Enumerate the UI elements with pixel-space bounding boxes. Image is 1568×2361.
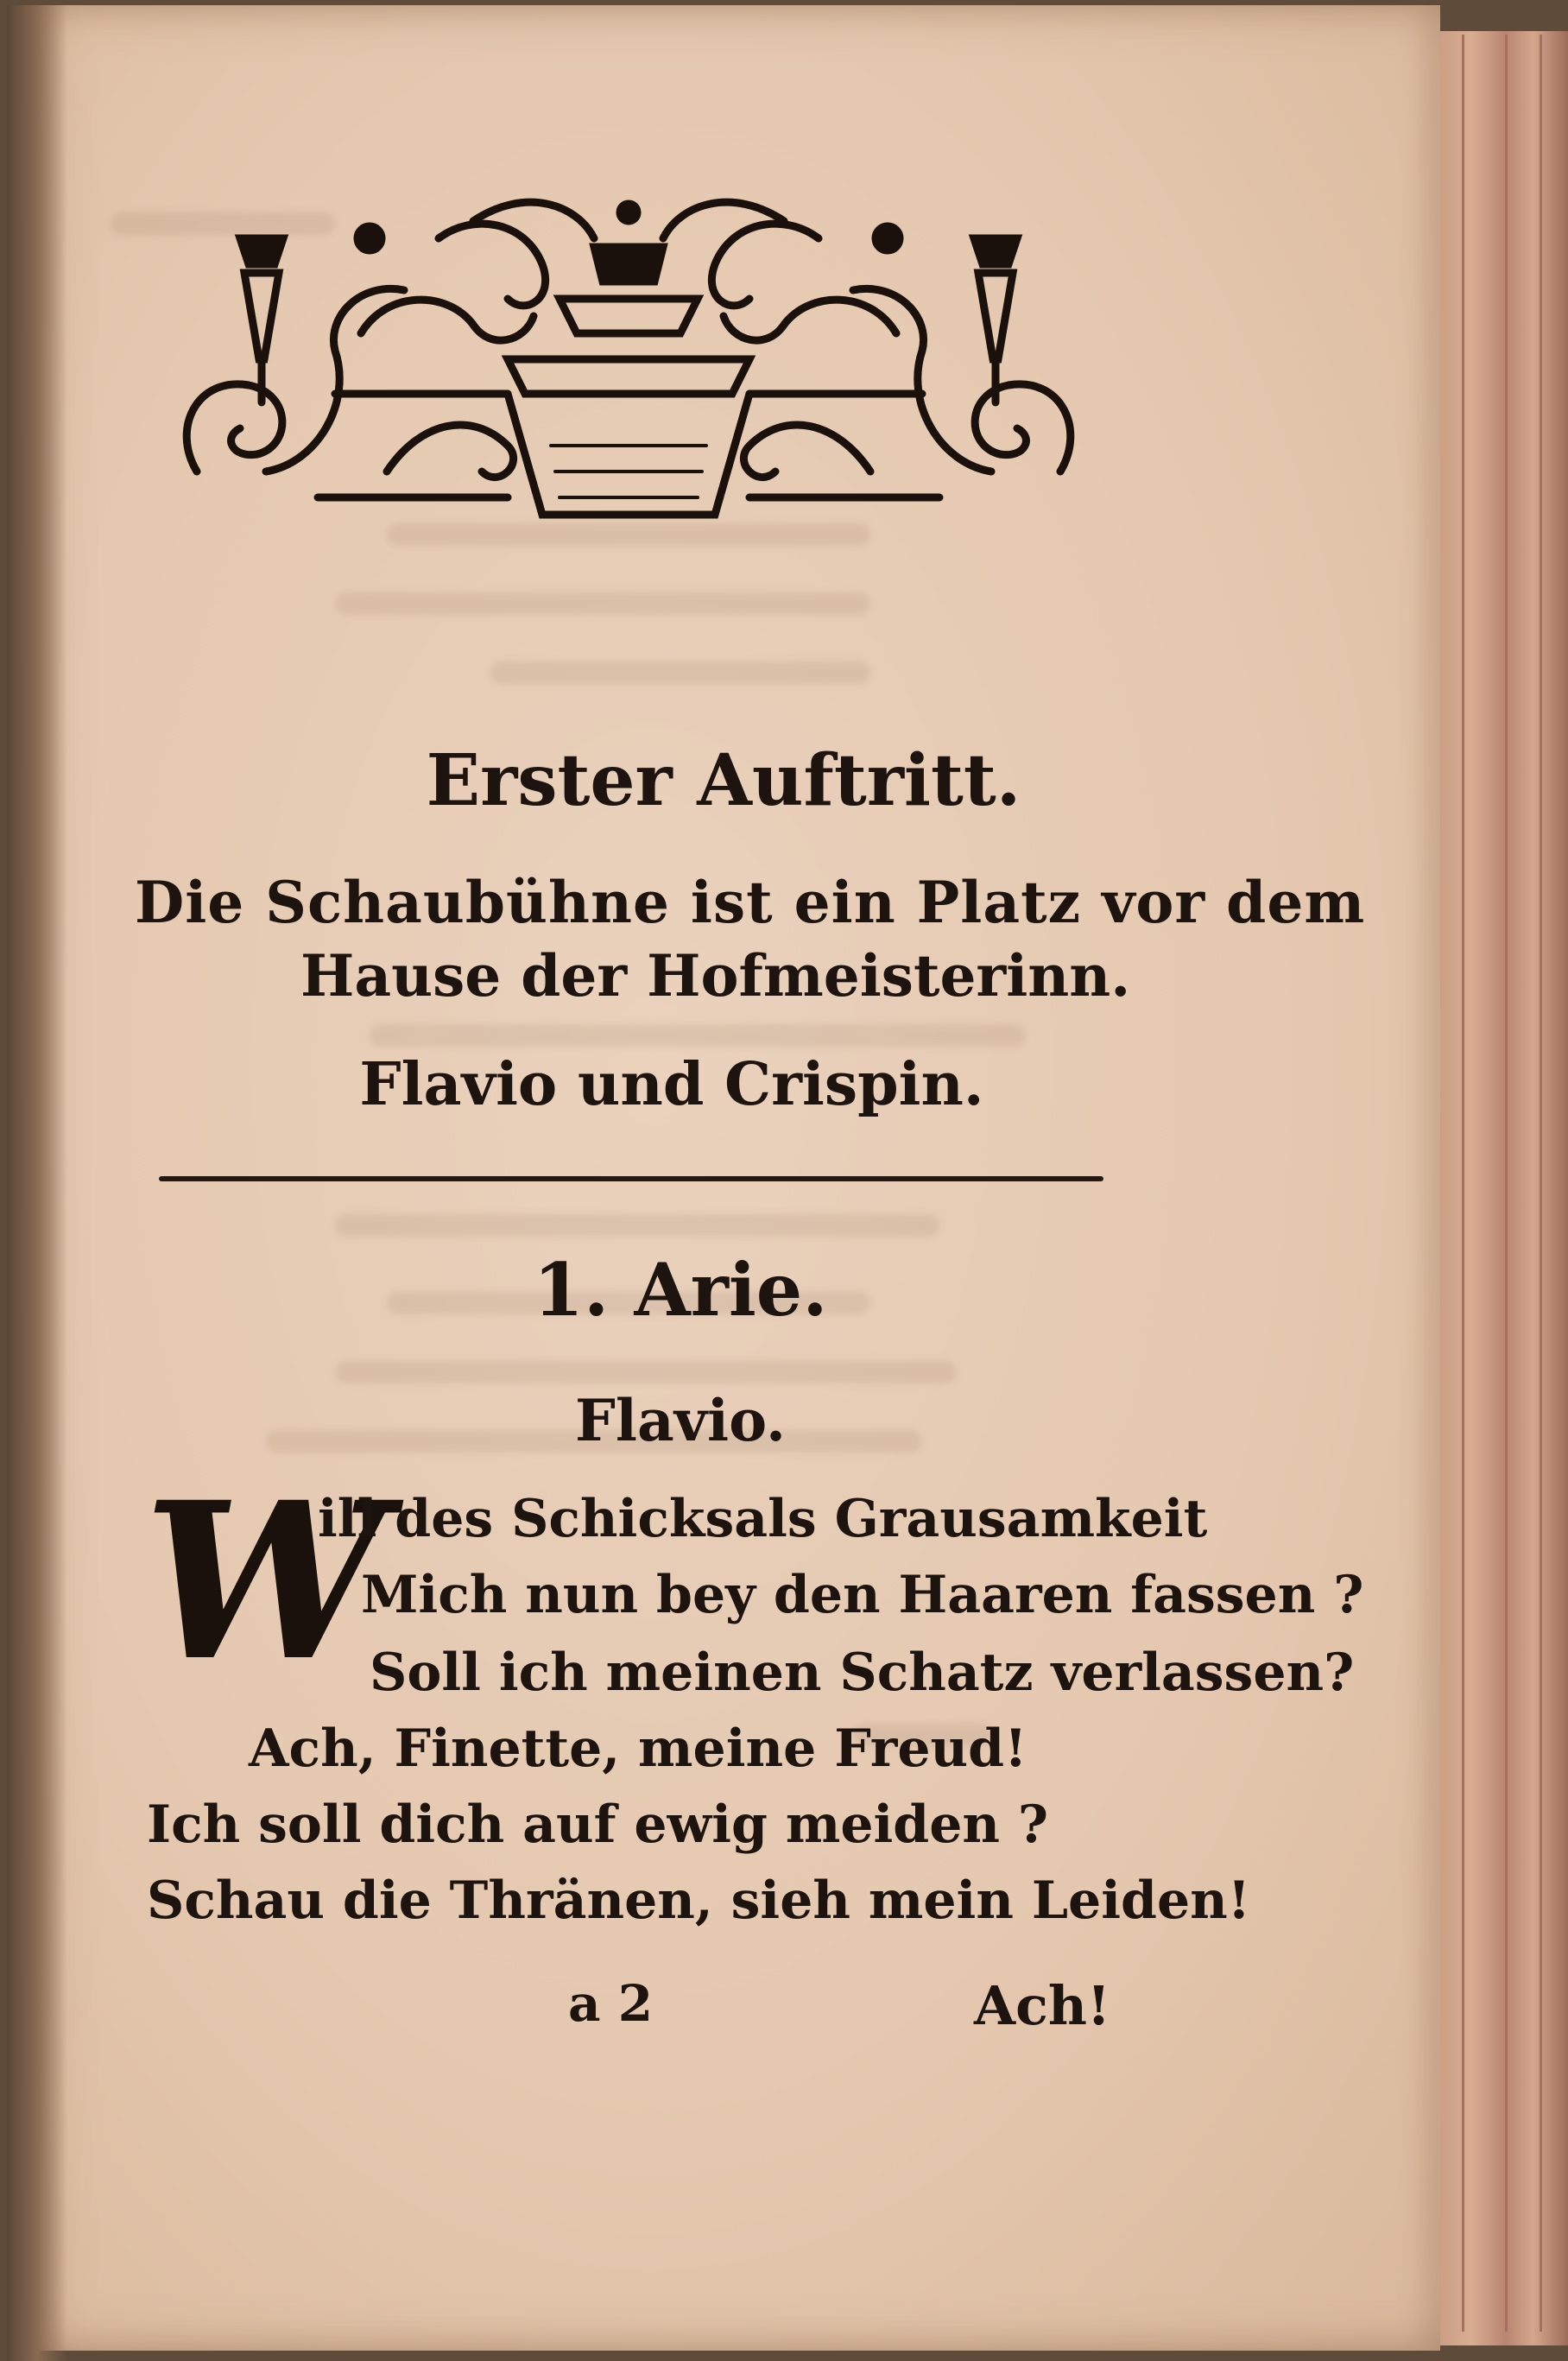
scene-persons: Flavio und Crispin. [359, 1050, 984, 1119]
drop-cap-initial: W [143, 1454, 386, 1708]
stage-setting-line: Hause der Hofmeisterinn. [300, 942, 1131, 1010]
verse-line: ill des Schicksals Grausamkeit [318, 1489, 1208, 1549]
section-divider-rule [159, 1176, 1103, 1181]
verse-line: Soll ich meinen Schatz verlassen? [370, 1643, 1355, 1703]
bleed-through-mark [335, 1214, 939, 1237]
verse-line: Ach, Finette, meine Freud! [249, 1719, 1027, 1779]
bleed-through-mark [370, 1024, 1026, 1047]
aria-singer: Flavio. [575, 1387, 786, 1454]
verse-line: Ich soll dich auf ewig meiden ? [147, 1794, 1049, 1855]
bleed-through-mark [335, 592, 870, 615]
book-page [7, 5, 1440, 2351]
verse-line: Mich nun bey den Haaren fassen ? [361, 1565, 1364, 1625]
page-edge-line [1462, 35, 1464, 2332]
page-edge-line [1505, 35, 1508, 2332]
aria-title: 1. Arie. [533, 1247, 828, 1332]
stage-setting-line: Die Schaubühne ist ein Platz vor dem [135, 869, 1366, 936]
bleed-through-mark [335, 1361, 957, 1383]
catchword: Ach! [974, 1974, 1111, 2037]
scene-heading: Erster Auftritt. [426, 739, 1021, 822]
baroque-headpiece-ornament-icon [162, 187, 1095, 523]
page-edge-line [1540, 35, 1542, 2332]
bleed-through-mark [490, 661, 870, 684]
bleed-through-mark [387, 523, 870, 546]
signature-mark: a 2 [568, 1974, 654, 2033]
verse-line: Schau die Thränen, sieh mein Leiden! [147, 1870, 1251, 1931]
book-page-edges [1430, 31, 1568, 2345]
book-gutter-shadow [7, 5, 67, 2361]
